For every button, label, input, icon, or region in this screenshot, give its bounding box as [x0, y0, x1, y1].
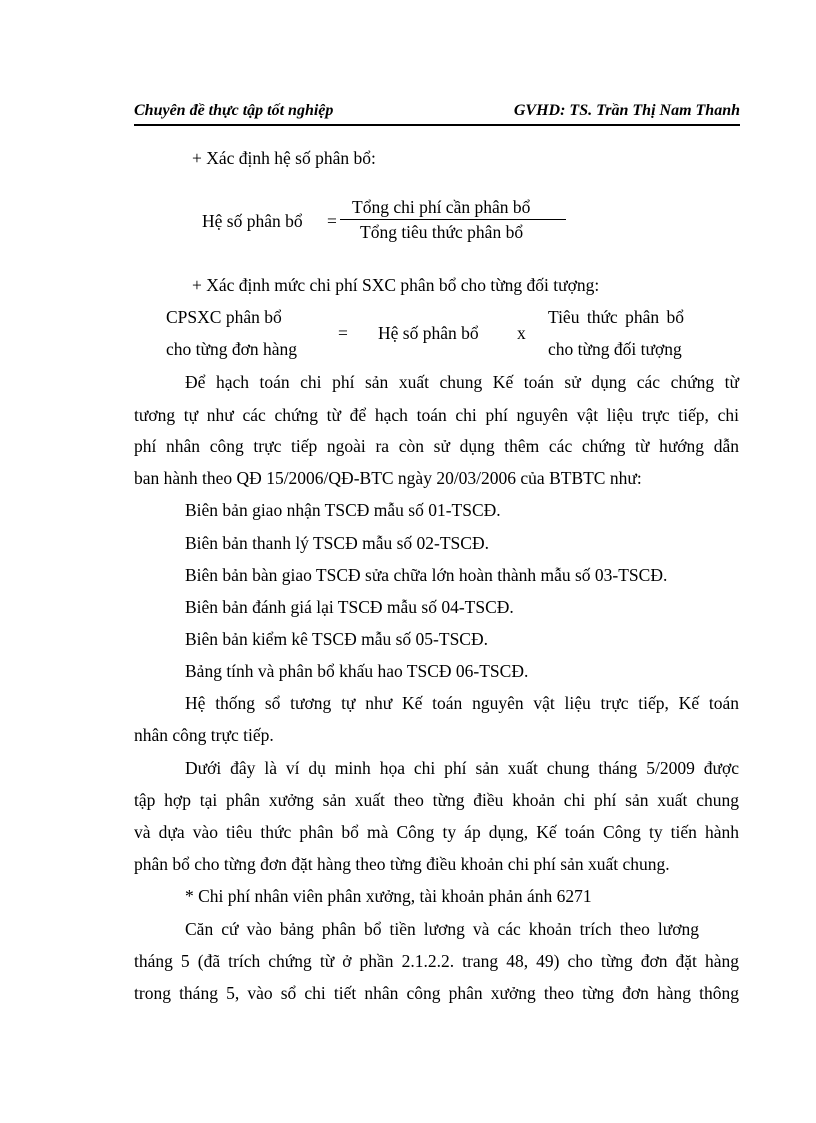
list-item: Bảng tính và phân bổ khấu hao TSCĐ 06-TSCĐ.	[185, 661, 529, 681]
page-header	[134, 98, 740, 126]
para1-line: phí nhân công trực tiếp ngoài ra còn sử dụng thêm các chứng từ hướng dẫn	[134, 436, 739, 456]
para3-line: tập hợp tại phân xưởng sản xuất theo từng điều khoản chi phí sản xuất chung	[134, 790, 739, 810]
list-item: Biên bản kiểm kê TSCĐ mẫu số 05-TSCĐ.	[185, 629, 488, 649]
list-item: Biên bản đánh giá lại TSCĐ mẫu số 04-TSCĐ.	[185, 597, 514, 617]
formula1-equals: =	[327, 211, 337, 231]
para3-line: phân bổ cho từng đơn đặt hàng theo từng điều khoản chi phí sản xuất chung.	[134, 854, 670, 874]
fraction-bar	[340, 219, 566, 220]
para4-line: Căn cứ vào bảng phân bổ tiền lương và các khoản trích theo lương	[185, 919, 699, 939]
list-item: Biên bản thanh lý TSCĐ mẫu số 02-TSCĐ.	[185, 533, 489, 553]
formula1-intro: + Xác định hệ số phân bổ:	[192, 148, 376, 168]
note-line: * Chi phí nhân viên phân xưởng, tài khoản phản ánh 6271	[185, 886, 592, 906]
para3-line: Dưới đây là ví dụ minh họa chi phí sản xuất chung tháng 5/2009 được	[185, 758, 739, 778]
para1-line: ban hành theo QĐ 15/2006/QĐ-BTC ngày 20/03/2006 của BTBTC như:	[134, 468, 642, 488]
formula2-factor2-line2: cho từng đối tượng	[548, 339, 682, 359]
list-item: Biên bản bàn giao TSCĐ sửa chữa lớn hoàn thành mẫu số 03-TSCĐ.	[185, 565, 668, 585]
formula2-equals: =	[338, 323, 348, 343]
formula2-lhs-line1: CPSXC phân bổ	[166, 307, 282, 327]
formula1-denominator: Tổng tiêu thức phân bổ	[360, 222, 524, 242]
para1-line: Để hạch toán chi phí sản xuất chung Kế toán sử dụng các chứng từ	[185, 372, 739, 392]
para1-line: tương tự như các chứng từ để hạch toán chi phí nguyên vật liệu trực tiếp, chi	[134, 405, 739, 425]
para4-line: trong tháng 5, vào sổ chi tiết nhân công phân xưởng theo từng đơn hàng thông	[134, 983, 739, 1003]
formula2-times: x	[517, 323, 526, 343]
header-advisor: GVHD: TS. Trần Thị Nam Thanh	[513, 102, 740, 119]
header-title: Chuyên đề thực tập tốt nghiệp	[134, 102, 334, 119]
para3-line: và dựa vào tiêu thức phân bổ mà Công ty áp dụng, Kế toán Công ty tiến hành	[134, 822, 739, 842]
para2-line: Hệ thống sổ tương tự như Kế toán nguyên vật liệu trực tiếp, Kế toán	[185, 693, 739, 713]
para2-line: nhân công trực tiếp.	[134, 725, 274, 745]
formula1-lhs: Hệ số phân bổ	[202, 211, 303, 231]
formula2-lhs-line2: cho từng đơn hàng	[166, 339, 298, 359]
formula2-intro: + Xác định mức chi phí SXC phân bổ cho từng đối tượng:	[192, 275, 600, 295]
formula1-numerator: Tổng chi phí cần phân bổ	[352, 197, 531, 217]
list-item: Biên bản giao nhận TSCĐ mẫu số 01-TSCĐ.	[185, 500, 501, 520]
para4-line: tháng 5 (đã trích chứng từ ở phần 2.1.2.2. trang 48, 49) cho từng đơn đặt hàng	[134, 951, 739, 971]
formula2-factor1: Hệ số phân bổ	[378, 323, 479, 343]
formula2-factor2-line1: Tiêu thức phân bổ	[548, 307, 684, 327]
